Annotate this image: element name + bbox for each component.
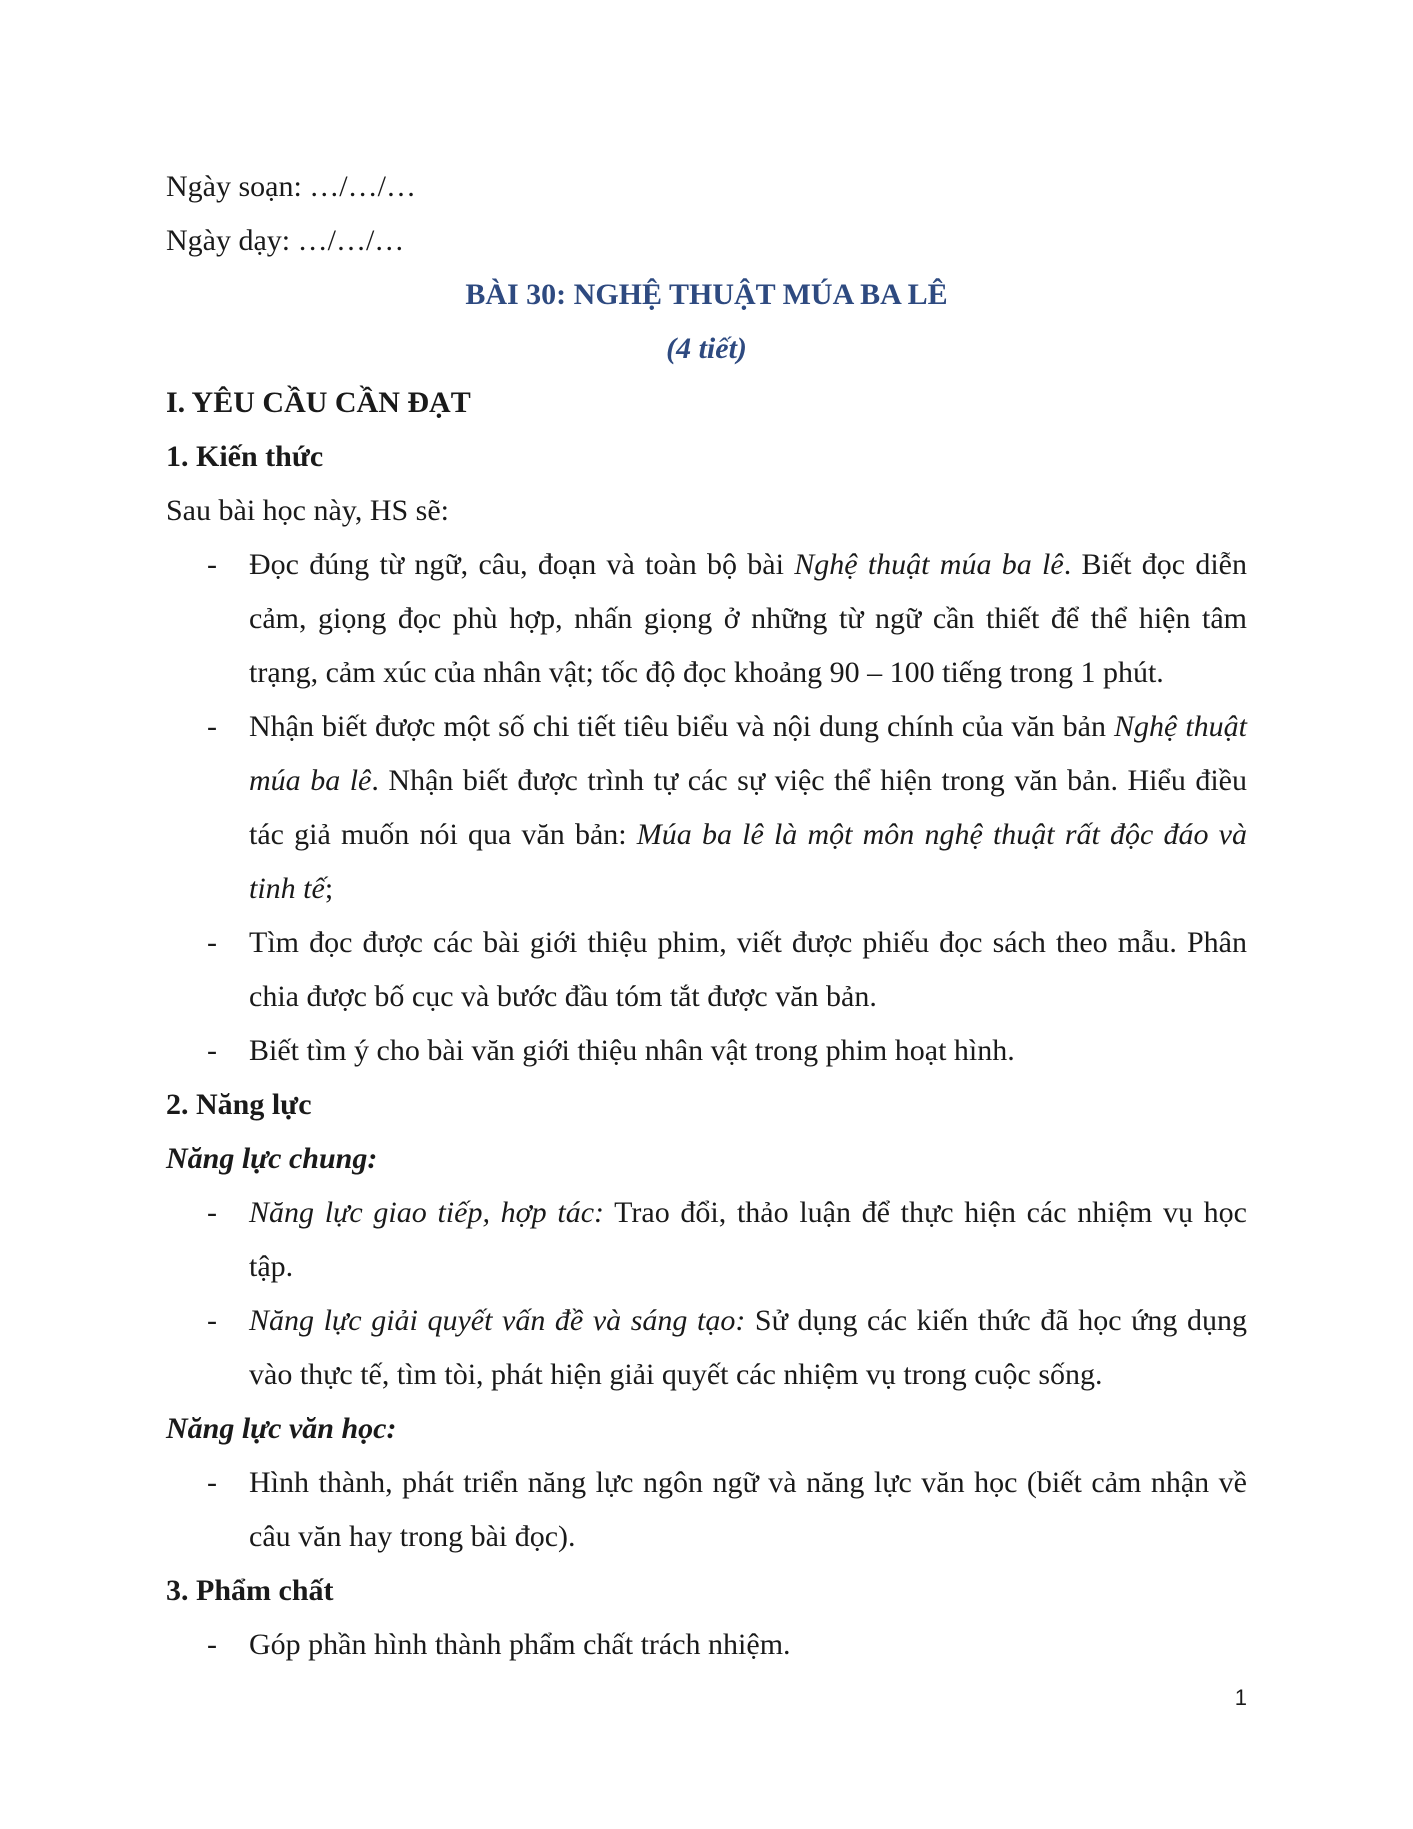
- list-item: [249, 1024, 1247, 1078]
- item-italic-title: Nghệ thuật múa ba lê: [249, 710, 1247, 797]
- item-italic-title: Nghệ thuật múa ba lê: [794, 548, 1064, 581]
- item-text: Biết tìm ý cho bài văn giới thiệu nhân vật trong phim hoạt hình.: [249, 1034, 1015, 1067]
- item-text: Trao đổi, thảo luận để thực hiện các nhiệm vụ học tập.: [249, 1196, 1247, 1283]
- lesson-duration: (4 tiết): [666, 332, 747, 365]
- section-heading-yeu-cau: I. YÊU CẦU CẦN ĐẠT: [166, 386, 471, 419]
- subsection-heading-kien-thuc: 1. Kiến thức: [166, 440, 324, 473]
- nang-luc-chung-list: [166, 1186, 1247, 1402]
- nang-luc-van-hoc-heading: Năng lực văn học:: [166, 1412, 397, 1445]
- list-item: [249, 1294, 1247, 1402]
- item-text: ;: [324, 872, 334, 905]
- nang-luc-chung-heading: Năng lực chung:: [166, 1142, 378, 1175]
- nang-luc-van-hoc-list: [166, 1456, 1247, 1564]
- item-text: . Biết đọc diễn cảm, giọng đọc phù hợp, nhấn giọng ở những từ ngữ cần thiết để thể hiện tâm trạng, cảm xúc của nhân vật; tốc độ đọc khoảng 90 – 100 tiếng trong 1 phút.: [249, 548, 1247, 689]
- subsection-heading-nang-luc: 2. Năng lực: [166, 1088, 312, 1121]
- item-text: Nhận biết được một số chi tiết tiêu biểu và nội dung chính của văn bản: [249, 710, 1114, 743]
- item-text: Hình thành, phát triển năng lực ngôn ngữ và năng lực văn học (biết cảm nhận về câu văn hay trong bài đọc).: [249, 1466, 1247, 1553]
- list-item: [249, 1186, 1247, 1294]
- pham-chat-list: [166, 1618, 1247, 1672]
- list-item: [249, 1618, 1247, 1672]
- item-text: Tìm đọc được các bài giới thiệu phim, viết được phiếu đọc sách theo mẫu. Phân chia được bố cục và bước đầu tóm tắt được văn bản.: [249, 926, 1247, 1013]
- list-item: [249, 916, 1247, 1024]
- item-text: Góp phần hình thành phẩm chất trách nhiệm.: [249, 1628, 791, 1661]
- kien-thuc-intro: Sau bài học này, HS sẽ:: [166, 494, 450, 527]
- lesson-title: BÀI 30: NGHỆ THUẬT MÚA BA LÊ: [465, 278, 948, 311]
- item-text: Sử dụng các kiến thức đã học ứng dụng vào thực tế, tìm tòi, phát hiện giải quyết các nhiệm vụ trong cuộc sống.: [249, 1304, 1248, 1391]
- list-item: [249, 1456, 1247, 1564]
- item-italic-label: Năng lực giao tiếp, hợp tác:: [249, 1196, 604, 1229]
- item-italic-label: Năng lực giải quyết vấn đề và sáng tạo:: [249, 1304, 746, 1337]
- ngay-soan-line: Ngày soạn: …/…/…: [166, 170, 416, 203]
- item-italic-quote: Múa ba lê là một môn nghệ thuật rất độc đáo và tinh tế: [249, 818, 1247, 905]
- kien-thuc-list: [166, 538, 1247, 1078]
- list-item: [249, 700, 1247, 916]
- item-text: Đọc đúng từ ngữ, câu, đoạn và toàn bộ bài: [249, 548, 795, 581]
- list-item: [249, 538, 1247, 700]
- page-number: 1: [1234, 1685, 1247, 1710]
- item-text: . Nhận biết được trình tự các sự việc thể hiện trong văn bản. Hiểu điều tác giả muốn nói qua văn bản:: [249, 764, 1247, 851]
- ngay-day-line: Ngày dạy: …/…/…: [166, 224, 405, 257]
- subsection-heading-pham-chat: 3. Phẩm chất: [166, 1574, 334, 1607]
